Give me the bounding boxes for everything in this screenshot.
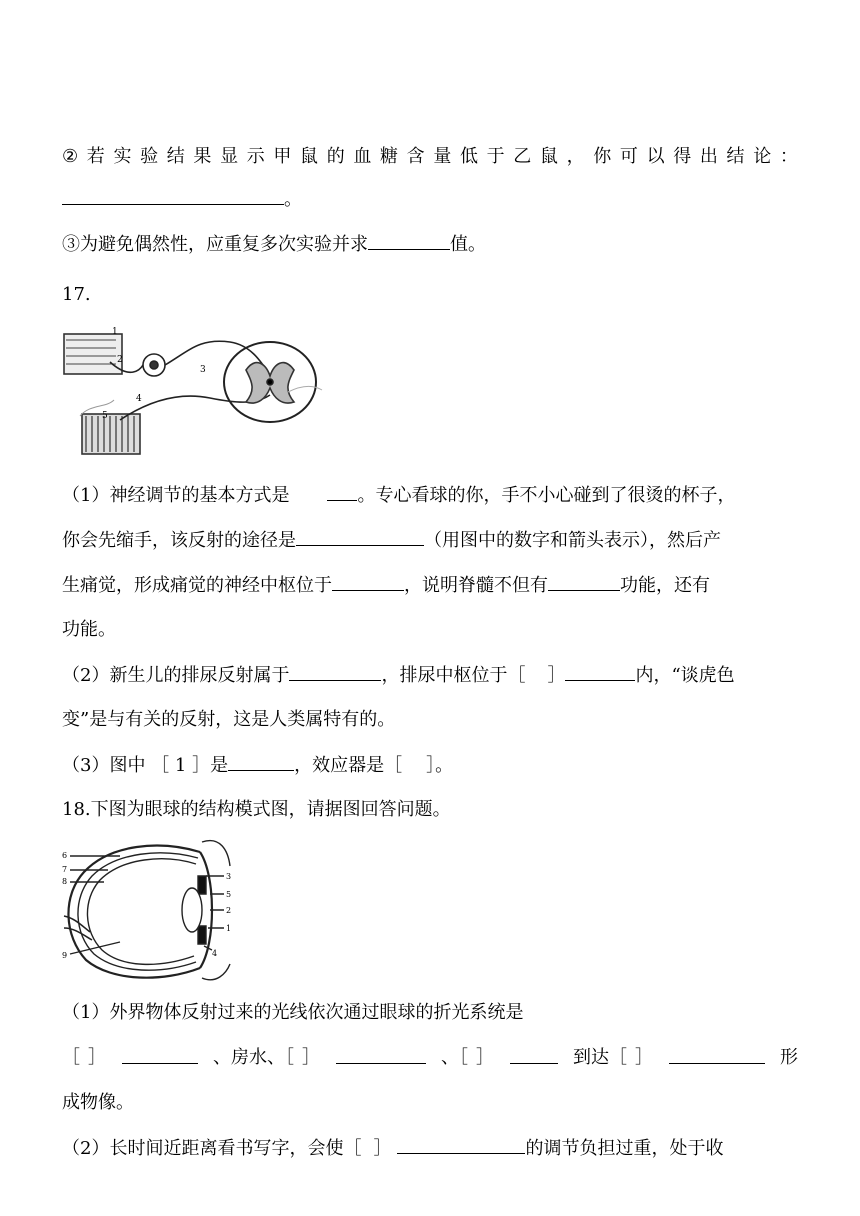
q17-p2-line2: 变”是与有关的反射，这是人类属特有的。 [62, 709, 396, 730]
q16-item2-char: 若 [86, 146, 105, 167]
q16-item2-char: 果 [193, 146, 212, 167]
q18-p1-line2: ［ ］ 、房水、［ ］ 、［ ］ 到达［ ］ 形 [62, 1047, 798, 1068]
q16-item2-char: 低 [459, 146, 478, 167]
q16-item2-char: 量 [433, 146, 452, 167]
q16-item2-char: 论 [753, 146, 772, 167]
fig-label-6: 6 [62, 851, 68, 860]
q16-item2-char: 结 [726, 146, 745, 167]
q16-item2-char: 可 [619, 146, 638, 167]
q17-p1-line1: （1）神经调节的基本方式是 。专心看球的你，手不小心碰到了很烫的杯子， [62, 482, 798, 509]
fig-label-1: 1 [112, 327, 118, 337]
fig-label-2: 2 [226, 906, 232, 915]
q16-item2-char: 示 [246, 146, 265, 167]
q17-p1-line4: 功能。 [62, 619, 116, 640]
fig-label-5: 5 [226, 890, 232, 899]
answer-blank[interactable] [296, 527, 424, 546]
answer-blank[interactable] [510, 1045, 558, 1064]
answer-blank[interactable] [336, 1045, 426, 1064]
answer-blank[interactable] [565, 662, 635, 681]
q16-item2-char: 验 [140, 146, 159, 167]
q16-item2-char: 出 [699, 146, 718, 167]
q16-item2-char: ， [566, 146, 585, 167]
q18-p2-line1: （2）长时间近距离看书写字，会使［ ］ 的调节负担过重，处于收 [62, 1135, 798, 1162]
q16-item2-char: 得 [673, 146, 692, 167]
q16-item2-char: ② [62, 146, 79, 167]
q16-item2-char: 鼠 [539, 146, 558, 167]
q16-item2-char: 你 [593, 146, 612, 167]
answer-blank[interactable] [368, 231, 450, 250]
fig-label-9: 9 [62, 951, 68, 960]
q16-item2-char: 结 [166, 146, 185, 167]
q16-item2-char: 血 [353, 146, 372, 167]
fig-label-8: 8 [62, 877, 68, 886]
fig-label-1: 1 [226, 924, 232, 933]
eyeball-structure-figure [60, 836, 236, 984]
answer-blank[interactable] [228, 752, 294, 771]
q16-item2-char: 以 [646, 146, 665, 167]
answer-blank[interactable] [327, 482, 357, 501]
q17-p1-line3: 生痛觉，形成痛觉的神经中枢位于 ，说明脊髓不但有 功能，还有 [62, 572, 798, 599]
q16-item2-char: 实 [113, 146, 132, 167]
spinal-reflex-arc-figure [60, 320, 330, 468]
q16-item2-char: 显 [220, 146, 239, 167]
answer-blank[interactable] [122, 1045, 198, 1064]
answer-blank[interactable] [289, 662, 381, 681]
q16-item2-char: 含 [406, 146, 425, 167]
q17-p2-line1: （2）新生儿的排尿反射属于 ，排尿中枢位于［ ］ 内，“谈虎色 [62, 662, 798, 689]
q18-p1-line3: 成物像。 [62, 1092, 134, 1113]
q18-p1-line1: （1）外界物体反射过来的光线依次通过眼球的折光系统是 [62, 1002, 524, 1023]
answer-blank[interactable] [332, 572, 404, 591]
q16-item3: ③为避免偶然性，应重复多次实验并求 值。 [62, 231, 798, 258]
fig-label-2: 2 [117, 355, 123, 365]
q16-item2-char: 乙 [513, 146, 532, 167]
q16-item2-char: ： [779, 146, 798, 167]
q17-p1-line2: 你会先缩手，该反射的途径是 （用图中的数字和箭头表示），然后产 [62, 527, 798, 554]
fig-label-4: 4 [212, 949, 218, 958]
q16-item2-answer-line: 。 [62, 186, 798, 213]
q16-item2-char: 的 [326, 146, 345, 167]
q16-item2-char: 鼠 [300, 146, 319, 167]
q17-number: 17. [62, 284, 91, 305]
answer-blank[interactable] [62, 186, 284, 205]
q16-item2-char: 糖 [380, 146, 399, 167]
q18-title: 18.下图为眼球的结构模式图，请据图回答问题。 [62, 799, 451, 820]
answer-blank[interactable] [669, 1045, 765, 1064]
q16-item2-line [62, 144, 798, 170]
fig-label-3: 3 [226, 872, 232, 881]
fig-label-5: 5 [102, 411, 108, 421]
q17-p3: （3）图中 ［ 1 ］是 ，效应器是［ ］。 [62, 752, 798, 779]
fig-label-4: 4 [136, 394, 142, 404]
fig-label-3: 3 [200, 365, 206, 375]
fig-label-7: 7 [62, 865, 68, 874]
answer-blank[interactable] [548, 572, 620, 591]
q16-item2-char: 甲 [273, 146, 292, 167]
q16-item2-char: 于 [486, 146, 505, 167]
answer-blank[interactable] [397, 1135, 525, 1154]
